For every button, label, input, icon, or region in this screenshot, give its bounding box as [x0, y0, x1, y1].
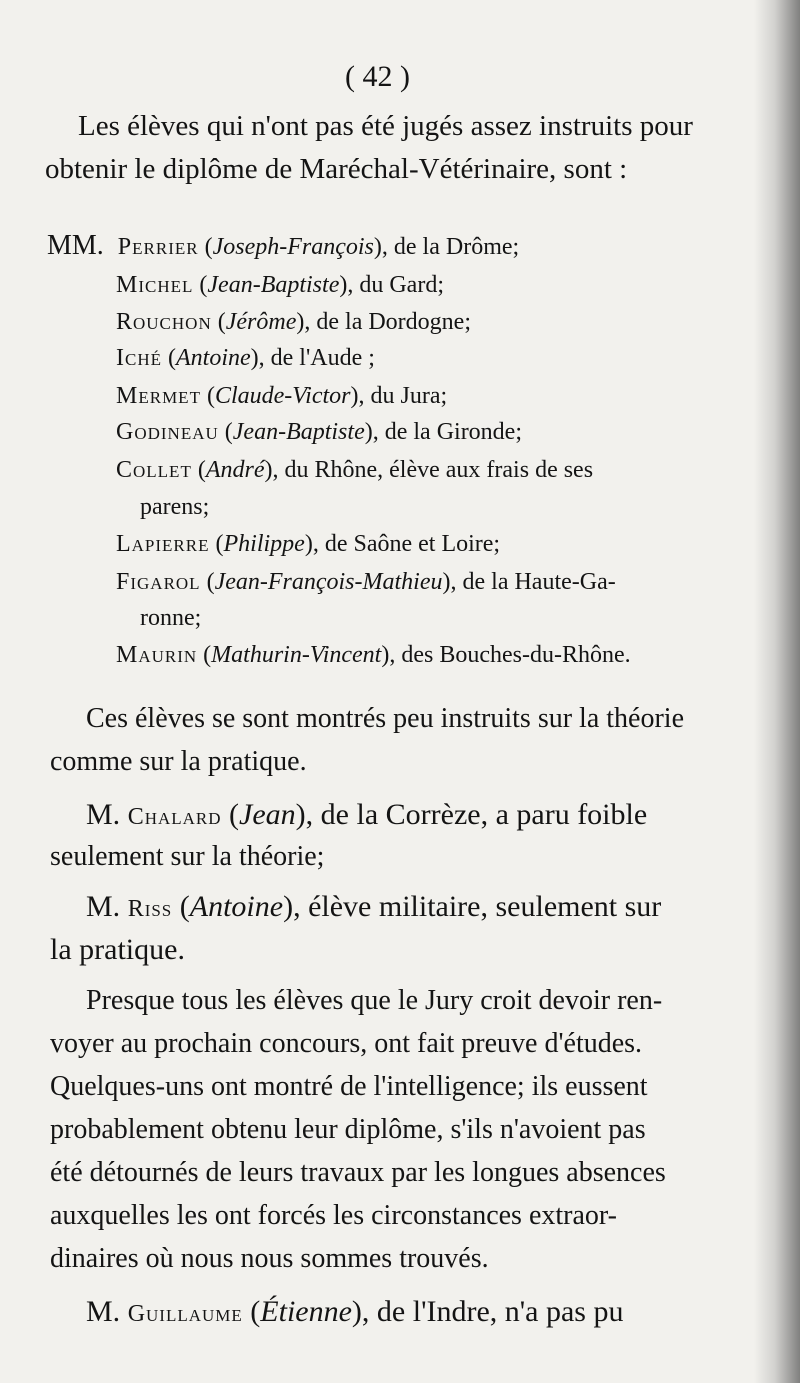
paragraph-line: comme sur la pratique.	[50, 746, 307, 777]
person-given-name: Antoine	[189, 890, 284, 923]
page-edge-shadow	[754, 0, 800, 1383]
list-entry: Figarol (Jean-François-Mathieu), de la Haute-Ga-	[116, 569, 616, 595]
entry-origin: , des Bouches-du-Rhône.	[389, 642, 631, 668]
paragraph-line: Ces élèves se sont montrés peu instruits sur la théorie	[86, 703, 684, 734]
entry-origin: , de la Haute-Ga-	[450, 569, 616, 595]
entry-origin: , du Rhône, élève aux frais de ses	[272, 457, 594, 483]
entry-given-name: André	[205, 457, 265, 483]
entry-given-name: Jérôme	[225, 309, 297, 335]
paragraph-line: auxquelles les ont forcés les circonstances extraor-	[50, 1200, 617, 1231]
entry-given-name: Jean-Baptiste	[232, 419, 365, 445]
list-entry: Collet (André), du Rhône, élève aux frais de ses	[116, 457, 594, 483]
entry-surname: Figarol	[116, 569, 201, 595]
list-entry: Godineau (Jean-Baptiste), de la Gironde;	[116, 419, 523, 445]
person-given-name: Étienne	[260, 1295, 352, 1328]
heading-line-1: Les élèves qui n'ont pas été jugés assez instruits pour	[78, 110, 693, 142]
entry-given-name: Joseph-François	[212, 234, 374, 260]
entry-given-name: Jean-François-Mathieu	[214, 569, 443, 595]
list-entry: Lapierre (Philippe), de Saône et Loire;	[116, 531, 501, 557]
paragraph-line: seulement sur la théorie;	[50, 841, 325, 872]
list-entry: Mermet (Claude-Victor), du Jura;	[116, 383, 448, 409]
list-prefix: MM.	[47, 230, 104, 261]
entry-given-name: Antoine	[176, 345, 251, 371]
paragraph-line: probablement obtenu leur diplôme, s'ils n'avoient pas	[50, 1114, 646, 1145]
person-given-name: Jean	[239, 798, 296, 831]
entry-origin: , de la Dordogne;	[304, 309, 471, 335]
paragraph-line: Presque tous les élèves que le Jury croit devoir ren-	[86, 985, 663, 1016]
person-prefix: M.	[86, 1295, 121, 1328]
person-origin: , de la Corrèze, a paru foible	[305, 798, 648, 831]
page-number: ( 42 )	[345, 60, 410, 93]
entry-origin: , du Jura;	[358, 383, 448, 409]
entry-origin: , de la Gironde;	[372, 419, 523, 445]
person-surname: Riss	[127, 896, 173, 922]
entry-origin: , du Gard;	[347, 272, 444, 298]
person-origin: , élève militaire, seulement sur	[293, 890, 662, 923]
entry-surname: Michel	[116, 272, 194, 298]
list-entry-continuation: parens;	[140, 494, 210, 520]
entry-surname: Maurin	[116, 642, 198, 668]
paragraph-line: dinaires où nous nous sommes trouvés.	[50, 1243, 489, 1274]
person-surname: Chalard	[127, 804, 222, 830]
person-surname: Guillaume	[127, 1301, 243, 1327]
entry-given-name: Jean-Baptiste	[207, 272, 340, 298]
entry-given-name: Mathurin-Vincent	[211, 642, 382, 668]
entry-surname: Collet	[116, 457, 192, 483]
person-origin: , de l'Indre, n'a pas pu	[361, 1295, 624, 1328]
entry-given-name: Philippe	[223, 531, 305, 557]
paragraph-line: voyer au prochain concours, ont fait preuve d'études.	[50, 1028, 643, 1059]
list-entry: Michel (Jean-Baptiste), du Gard;	[116, 272, 444, 298]
entry-surname: Iché	[116, 345, 162, 371]
list-entry-continuation: ronne;	[140, 605, 202, 631]
entry-surname: Mermet	[116, 383, 201, 409]
heading-line-2: obtenir le diplôme de Maréchal-Vétérinaire, sont :	[45, 153, 628, 185]
paragraph-line: Quelques-uns ont montré de l'intelligence; ils eussent	[50, 1071, 648, 1102]
entry-surname: Perrier	[117, 234, 199, 260]
list-entry: MM. Perrier (Joseph-François), de la Drôme;	[47, 230, 520, 261]
entry-origin: , de Saône et Loire;	[312, 531, 501, 557]
entry-origin: , de l'Aude ;	[258, 345, 375, 371]
list-entry: Iché (Antoine), de l'Aude ;	[116, 345, 375, 371]
person-prefix: M.	[86, 798, 121, 831]
list-entry: Rouchon (Jérôme), de la Dordogne;	[116, 309, 471, 335]
person-entry: M. Riss (Antoine), élève militaire, seulement sur	[86, 890, 662, 923]
paragraph-line: été détournés de leurs travaux par les longues absences	[50, 1157, 666, 1188]
entry-surname: Rouchon	[116, 309, 212, 335]
person-entry: M. Guillaume (Étienne), de l'Indre, n'a pas pu	[86, 1295, 624, 1328]
paragraph-line: la pratique.	[50, 933, 185, 966]
entry-surname: Godineau	[116, 419, 219, 445]
entry-given-name: Claude-Victor	[214, 383, 351, 409]
entry-surname: Lapierre	[116, 531, 210, 557]
list-entry: Maurin (Mathurin-Vincent), des Bouches-du-Rhône.	[116, 642, 631, 668]
person-prefix: M.	[86, 890, 121, 923]
entry-origin: , de la Drôme;	[381, 234, 520, 260]
person-entry: M. Chalard (Jean), de la Corrèze, a paru foible	[86, 798, 648, 831]
